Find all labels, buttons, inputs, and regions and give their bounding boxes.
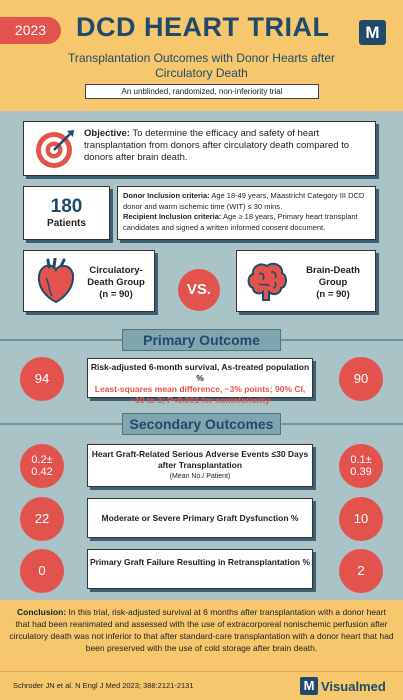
year-badge: 2023 bbox=[0, 17, 61, 44]
objective-text bbox=[84, 128, 369, 164]
secondary-3-left-value: 0 bbox=[20, 549, 64, 593]
citation: Schroder JN et al. N Engl J Med 2023; 388:2121-2131 bbox=[13, 681, 194, 690]
primary-outcome-title: Risk-adjusted 6-month survival, As-treated population % bbox=[90, 362, 310, 383]
circulatory-group-n: (n = 90) bbox=[99, 289, 133, 300]
page-subtitle: Transplantation Outcomes with Donor Hearts after Circulatory Death bbox=[67, 51, 335, 80]
trial-type-label: An unblinded, randomized, non-inferiority trial bbox=[85, 84, 319, 99]
secondary-outcomes-banner: Secondary Outcomes bbox=[122, 413, 281, 435]
secondary-3-title: Primary Graft Failure Resulting in Retransplantation % bbox=[89, 557, 311, 567]
donor-criteria-text: Age 18-49 years, Maastricht Category III DCD donor and warm ischemic time (WIT) ≤ 30 mins. bbox=[123, 191, 365, 211]
patients-count: 180 bbox=[50, 196, 83, 217]
primary-outcome-note: Least-squares mean difference, −3% points; 90% CI, −10 to 3; P<0.001 for noninferiority bbox=[94, 384, 306, 405]
brain-death-group-card bbox=[236, 250, 376, 312]
secondary-2-right-value: 10 bbox=[339, 497, 383, 541]
brain-group-n: (n = 90) bbox=[316, 289, 350, 300]
patients-label: Patients bbox=[47, 218, 86, 229]
donor-criteria-label: Donor Inclusion criteria: bbox=[123, 191, 210, 200]
inclusion-criteria-card bbox=[117, 186, 376, 240]
secondary-2-title: Moderate or Severe Primary Graft Dysfunction % bbox=[101, 513, 299, 523]
objective-card bbox=[23, 121, 376, 176]
heart-icon bbox=[34, 258, 78, 304]
secondary-outcome-card-2 bbox=[87, 498, 313, 538]
circulatory-group-label bbox=[82, 265, 150, 301]
circulatory-group-name: Circulatory-Death Group bbox=[87, 265, 145, 288]
brand-logo: M bbox=[359, 20, 386, 45]
brain-group-name: Brain-Death Group bbox=[306, 265, 360, 288]
secondary-1-right-value: 0.1± 0.39 bbox=[339, 444, 383, 488]
primary-outcome-banner: Primary Outcome bbox=[122, 329, 281, 351]
brand-logo-footer bbox=[300, 677, 386, 695]
primary-right-value: 90 bbox=[339, 357, 383, 401]
secondary-3-right-value: 2 bbox=[339, 549, 383, 593]
secondary-1-left-value: 0.2± 0.42 bbox=[20, 444, 64, 488]
secondary-2-left-value: 22 bbox=[20, 497, 64, 541]
conclusion-text: In this trial, risk-adjusted survival at 6 months after transplantation with a donor heart that had been reanimated and assessed with the use of extracorporeal nonischemic perfusion after circulatory death was not inferior to that after standard-care transplantation with a donor heart that had been preserved with the use of cold storage after brain death. bbox=[9, 607, 394, 653]
objective-label: Objective: bbox=[84, 128, 130, 139]
recipient-criteria-label: Recipient Inclusion criteria: bbox=[123, 212, 222, 221]
brand-name: Visualmed bbox=[321, 678, 386, 694]
footer bbox=[0, 671, 403, 700]
primary-left-value: 94 bbox=[20, 357, 64, 401]
secondary-outcome-card-3 bbox=[87, 549, 313, 589]
secondary-outcome-card-1 bbox=[87, 444, 313, 487]
brain-icon bbox=[245, 258, 289, 304]
page-title: DCD HEART TRIAL bbox=[76, 12, 330, 42]
header-banner bbox=[0, 0, 403, 111]
target-icon bbox=[34, 128, 76, 170]
recipient-criteria bbox=[123, 212, 370, 233]
secondary-1-sub: (Mean No./ Patient) bbox=[169, 473, 231, 480]
objective-body: To determine the efficacy and safety of heart transplantation from donors after circulatory death compared to donors after brain death. bbox=[84, 128, 350, 163]
brand-m-icon: M bbox=[300, 677, 318, 695]
circulatory-death-group-card bbox=[23, 250, 155, 312]
vs-badge: VS. bbox=[178, 269, 220, 311]
conclusion-label: Conclusion: bbox=[17, 607, 67, 617]
conclusion-panel bbox=[0, 600, 403, 671]
secondary-1-title: Heart Graft-Related Serious Adverse Events ≤30 Days after Transplantation bbox=[91, 449, 309, 470]
patients-card bbox=[23, 186, 110, 240]
recipient-criteria-text: Age ≥ 18 years, Primary heart transplant candidates and signed a written informed consent document. bbox=[123, 212, 358, 232]
brain-group-label bbox=[295, 265, 371, 301]
donor-criteria bbox=[123, 191, 370, 212]
primary-outcome-card bbox=[87, 358, 313, 405]
